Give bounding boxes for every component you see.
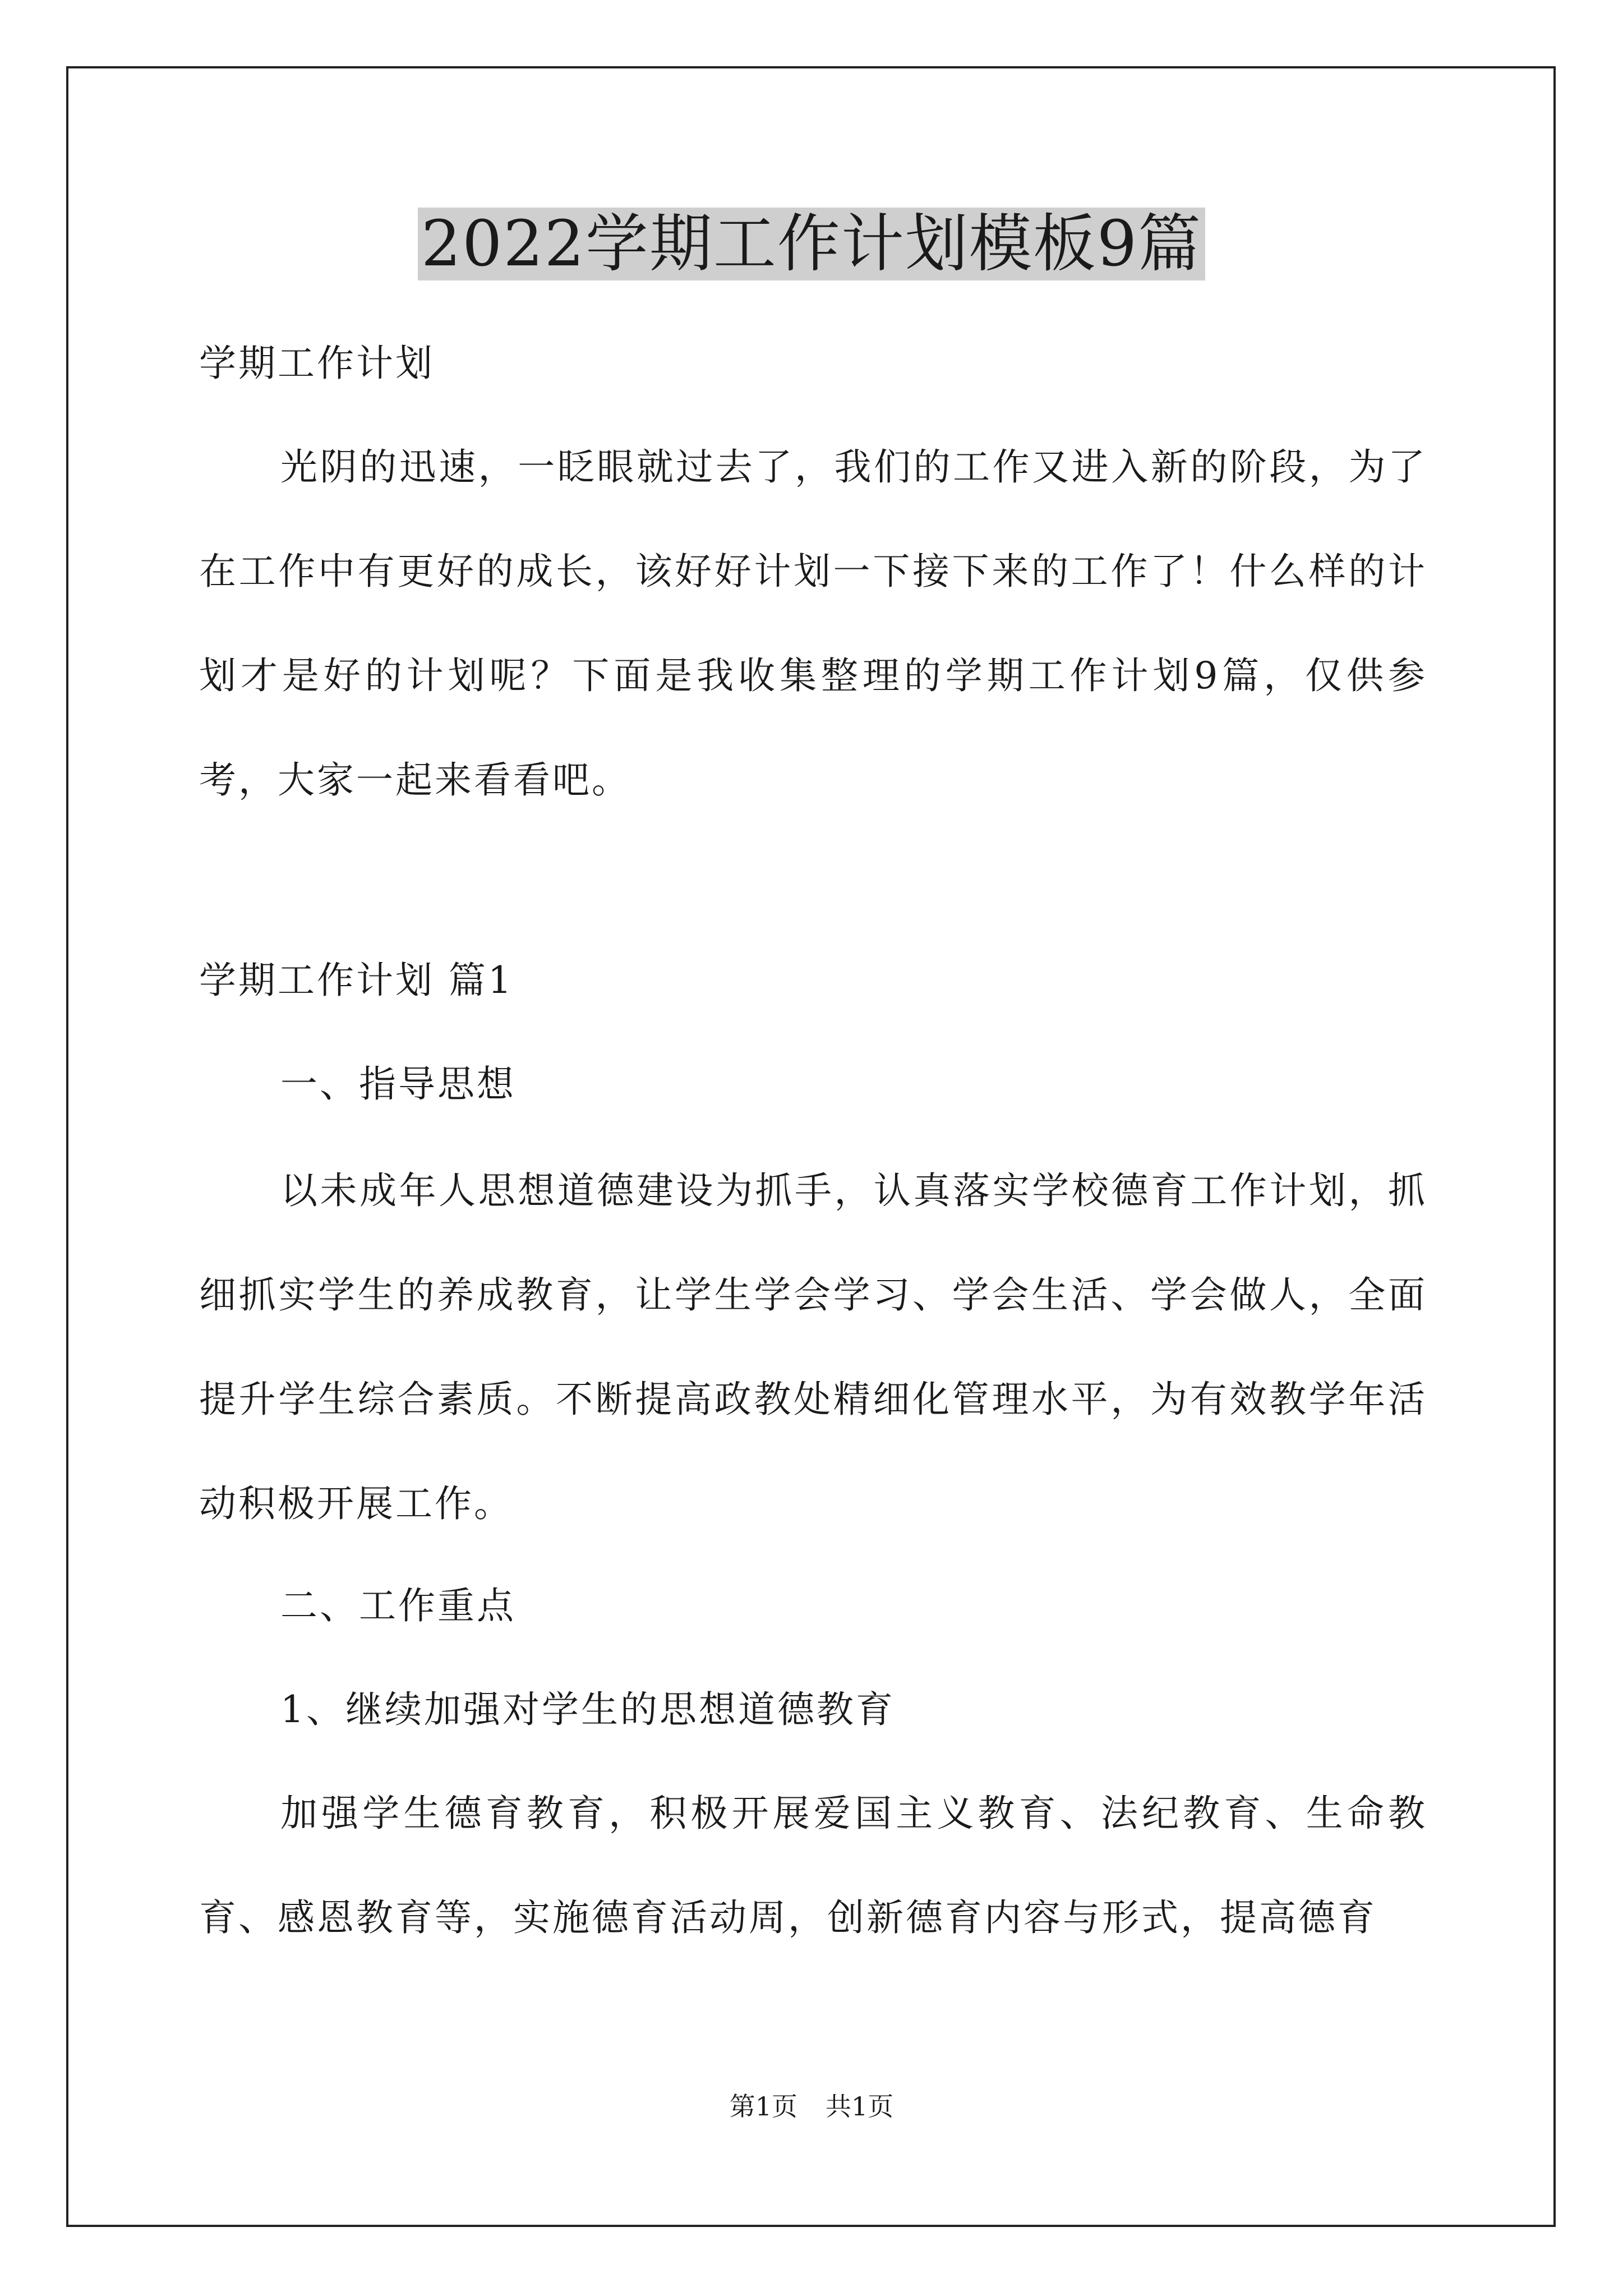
page-total: 共1页 bbox=[826, 2091, 894, 2122]
paragraph-guiding-ideology: 以未成年人思想道德建设为抓手，认真落实学校德育工作计划，抓细抓实学生的养成教育，让学生学会学习、学会生活、学会做人，全面提升学生综合素质。不断提高政教处精细化管理水平，为有效教学年活动积极开展工作。 bbox=[199, 1169, 1427, 1525]
section-heading-1: 学期工作计划 篇1 bbox=[199, 959, 514, 1002]
heading-moral-education: 1、继续加强对学生的思想道德教育 bbox=[280, 1688, 895, 1731]
paragraph-moral-education: 加强学生德育教育，积极开展爱国主义教育、法纪教育、生命教育、感恩教育等，实施德育活动周，创新德育内容与形式，提高德育 bbox=[199, 1792, 1427, 1939]
page-number: 第1页 bbox=[729, 2091, 797, 2122]
heading-guiding-ideology: 一、指导思想 bbox=[280, 1062, 516, 1106]
document-subtitle: 学期工作计划 bbox=[199, 342, 435, 385]
document-title bbox=[0, 202, 1623, 286]
heading-work-focus: 二、工作重点 bbox=[280, 1584, 516, 1627]
document-title-text: 2022学期工作计划模板9篇 bbox=[418, 208, 1205, 280]
intro-paragraph: 光阴的迅速，一眨眼就过去了，我们的工作又进入新的阶段，为了在工作中有更好的成长，该好好计划一下接下来的工作了！什么样的计划才是好的计划呢？下面是我收集整理的学期工作计划9篇，仅供参考，大家一起来看看吧。 bbox=[199, 445, 1427, 802]
page-footer bbox=[0, 2090, 1623, 2123]
